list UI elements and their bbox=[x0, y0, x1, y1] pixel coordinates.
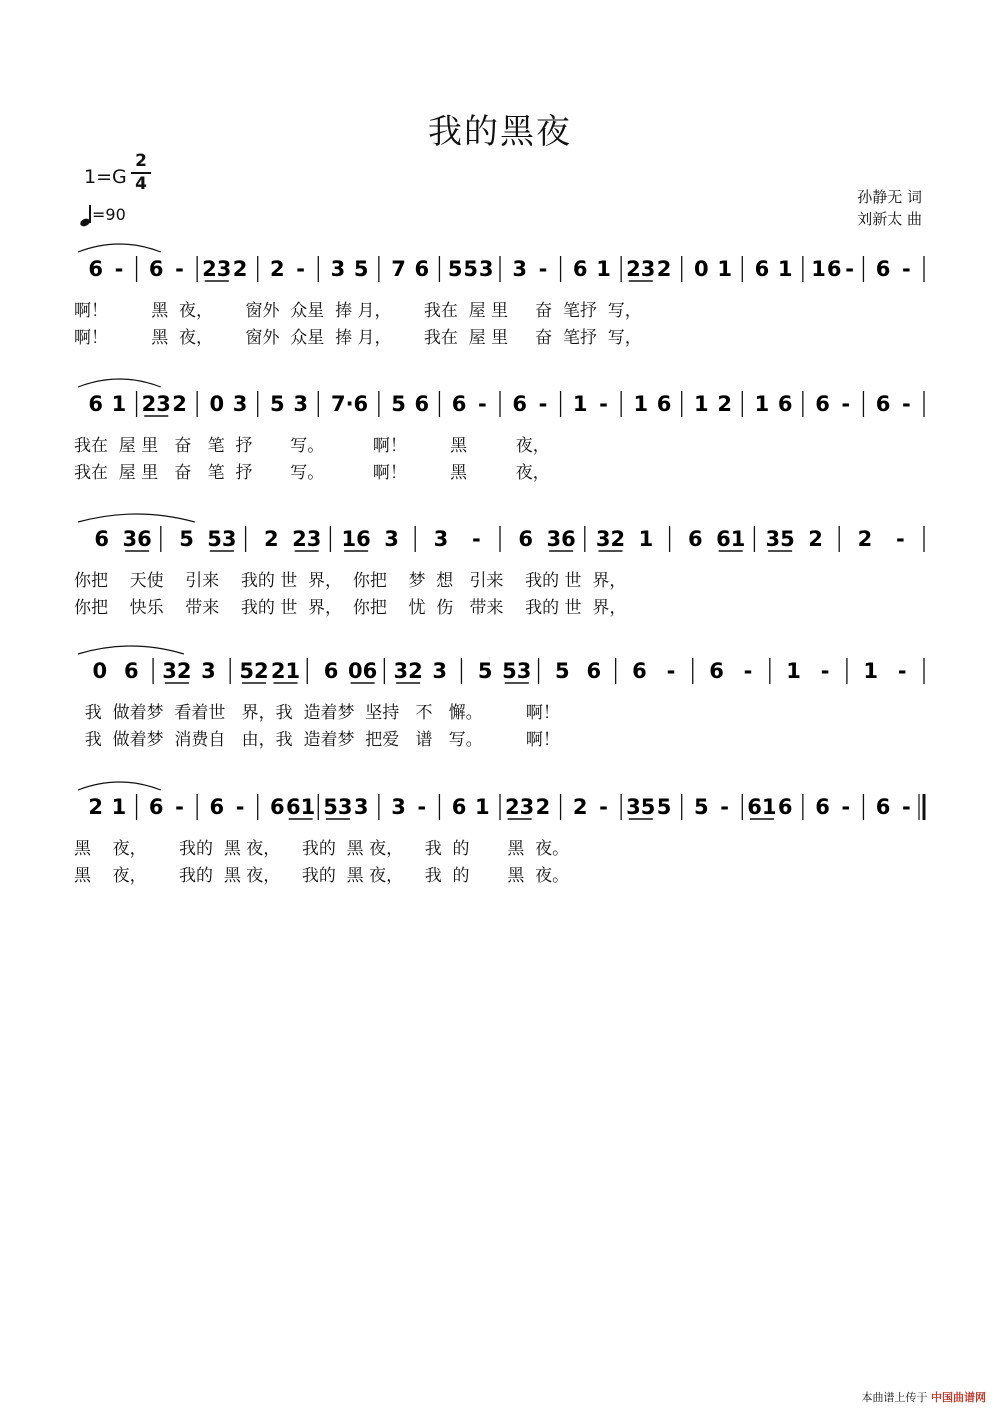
note: 53 bbox=[207, 527, 237, 551]
note: 6 bbox=[148, 795, 164, 819]
measure bbox=[323, 795, 368, 819]
note: 2 bbox=[656, 257, 672, 281]
note: - bbox=[901, 392, 911, 416]
note: 6 bbox=[518, 527, 534, 551]
note: - bbox=[743, 659, 753, 683]
note: 1 bbox=[638, 527, 654, 551]
note: 1 bbox=[596, 257, 611, 281]
note: 1 bbox=[863, 659, 878, 683]
footer-text: 本曲谱上传于 bbox=[861, 1391, 928, 1404]
note: 5 bbox=[391, 392, 406, 416]
note: 6 bbox=[826, 257, 842, 281]
note: 52 bbox=[239, 659, 269, 683]
note: 3 bbox=[353, 795, 369, 819]
note: 2 bbox=[717, 392, 732, 416]
note: - bbox=[175, 795, 184, 819]
time-signature-bottom: 4 bbox=[135, 174, 147, 194]
note: 6 bbox=[875, 257, 891, 281]
note: 36 bbox=[546, 527, 576, 551]
tempo-value: =90 bbox=[92, 205, 126, 224]
note: 0 bbox=[92, 659, 108, 683]
note: 3 bbox=[512, 257, 527, 281]
note: 53 bbox=[502, 659, 532, 683]
note: 6 bbox=[875, 795, 891, 819]
note: 6 bbox=[88, 392, 103, 416]
site-logo: 中国曲谱网 bbox=[931, 1391, 986, 1404]
lyrics-verse-1: 啊！ 黑 夜， 窗外 众星 捧 月， 我在 屋 里 奋 笔抒 写， bbox=[74, 301, 642, 321]
note: 35 bbox=[626, 795, 656, 819]
note: 5 bbox=[555, 659, 570, 683]
note: 6 bbox=[124, 659, 139, 683]
time-signature-top: 2 bbox=[135, 151, 147, 171]
note: 5 bbox=[179, 527, 194, 551]
note: 32 bbox=[162, 659, 192, 683]
note: 61 bbox=[716, 527, 746, 551]
note: 0 bbox=[694, 257, 709, 281]
footer bbox=[862, 1389, 987, 1405]
note: 3 bbox=[330, 257, 346, 281]
measure bbox=[876, 795, 911, 819]
note: 3 bbox=[232, 392, 248, 416]
note: - bbox=[471, 527, 481, 551]
note: - bbox=[897, 659, 907, 683]
measure bbox=[573, 795, 608, 819]
note: 21 bbox=[270, 659, 301, 683]
note: 16 bbox=[341, 527, 371, 551]
lyrics-verse-2: 我在 屋 里 奋 笔 抒 写。 啊！ 黑 夜， bbox=[74, 463, 550, 483]
measure bbox=[88, 795, 126, 819]
note: 6 bbox=[687, 527, 703, 551]
measure bbox=[149, 795, 184, 819]
note: 32 bbox=[393, 659, 423, 683]
note: 23 bbox=[626, 257, 656, 281]
note: 32 bbox=[595, 527, 626, 551]
measure bbox=[270, 795, 315, 819]
measure bbox=[694, 795, 729, 819]
note: 6 bbox=[815, 392, 830, 416]
note: 3 bbox=[433, 527, 449, 551]
note: 3 bbox=[293, 392, 308, 416]
lyrics-verse-1: 黑 夜， 我的 黑 夜， 我的 黑 夜， 我 的 黑 夜。 bbox=[74, 839, 570, 859]
note: 7·6 bbox=[330, 392, 369, 416]
note: 1 bbox=[717, 257, 732, 281]
measure bbox=[626, 795, 671, 819]
note: 53 bbox=[323, 795, 353, 819]
note: 1 bbox=[754, 392, 770, 416]
measure bbox=[505, 795, 550, 819]
note: - bbox=[538, 392, 548, 416]
note: 6 bbox=[451, 392, 467, 416]
lyrics-verse-1: 我在 屋 里 奋 笔 抒 写。 啊！ 黑 夜， bbox=[74, 436, 550, 456]
note: 3 bbox=[478, 257, 494, 281]
lyrics-verse-2: 黑 夜， 我的 黑 夜， 我的 黑 夜， 我 的 黑 夜。 bbox=[74, 866, 570, 886]
note: 6 bbox=[88, 257, 103, 281]
key-signature: 1=G bbox=[84, 166, 127, 188]
note: 1 bbox=[475, 795, 490, 819]
note: 1 bbox=[777, 257, 793, 281]
measure bbox=[815, 795, 850, 819]
note: 35 bbox=[765, 527, 795, 551]
note: 6 bbox=[323, 659, 339, 683]
note: - bbox=[720, 795, 730, 819]
measure bbox=[209, 795, 244, 819]
note: 5 bbox=[656, 795, 672, 819]
note: 6 bbox=[414, 392, 430, 416]
note: 3 bbox=[201, 659, 216, 683]
note: 2 bbox=[263, 527, 279, 551]
note: 1 bbox=[111, 795, 127, 819]
note: 6 bbox=[94, 527, 110, 551]
note: 6 bbox=[148, 257, 164, 281]
note: 23 bbox=[292, 527, 322, 551]
note: 2 bbox=[808, 527, 823, 551]
note: - bbox=[845, 257, 855, 281]
note: 0 bbox=[209, 392, 225, 416]
note: 23 bbox=[202, 257, 232, 281]
note: - bbox=[901, 257, 911, 281]
lyrics-verse-2: 我 做着梦 消费自 由，我 造着梦 把爱 谱 写。 啊！ bbox=[74, 730, 560, 750]
note: 5 bbox=[447, 257, 463, 281]
note: 3 bbox=[432, 659, 447, 683]
note: - bbox=[175, 257, 184, 281]
note: 1 bbox=[811, 257, 826, 281]
note: 1 bbox=[633, 392, 649, 416]
note: 61 bbox=[747, 795, 777, 819]
measure bbox=[391, 795, 426, 819]
note: - bbox=[477, 392, 487, 416]
note: 6 bbox=[754, 257, 770, 281]
note: 23 bbox=[141, 392, 171, 416]
note: 2 bbox=[88, 795, 103, 819]
note: 2 bbox=[172, 392, 187, 416]
note: 6 bbox=[586, 659, 602, 683]
note: 5 bbox=[477, 659, 493, 683]
note: - bbox=[114, 257, 124, 281]
note: 23 bbox=[505, 795, 535, 819]
note: 5 bbox=[694, 795, 709, 819]
note: - bbox=[538, 257, 548, 281]
note: 1 bbox=[111, 392, 127, 416]
note: 3 bbox=[391, 795, 406, 819]
note: - bbox=[599, 392, 608, 416]
note: 2 bbox=[857, 527, 873, 551]
note: - bbox=[296, 257, 306, 281]
note: 2 bbox=[572, 795, 588, 819]
note: 36 bbox=[122, 527, 152, 551]
measure bbox=[747, 795, 792, 819]
note: 6 bbox=[815, 795, 830, 819]
note: 6 bbox=[656, 392, 672, 416]
note: 1 bbox=[786, 659, 801, 683]
note: 6 bbox=[451, 795, 467, 819]
note: - bbox=[666, 659, 676, 683]
note: 6 bbox=[414, 257, 430, 281]
note: 6 bbox=[709, 659, 724, 683]
note: 6 bbox=[777, 795, 793, 819]
lyrics-verse-2: 啊！ 黑 夜， 窗外 众星 捧 月， 我在 屋 里 奋 笔抒 写， bbox=[74, 328, 642, 348]
song-title: 我的黑夜 bbox=[428, 112, 572, 152]
note: 3 bbox=[384, 527, 399, 551]
note: 6 bbox=[270, 795, 285, 819]
note: - bbox=[235, 795, 245, 819]
note: - bbox=[901, 795, 911, 819]
note: 2 bbox=[232, 257, 248, 281]
composer: 刘新太 曲 bbox=[857, 210, 922, 228]
note: 6 bbox=[209, 795, 225, 819]
note: 2 bbox=[535, 795, 551, 819]
note: 6 bbox=[777, 392, 793, 416]
lyricist: 孙静无 词 bbox=[857, 188, 922, 206]
lyrics-verse-1: 我 做着梦 看着世 界，我 造着梦 坚持 不 懈。 啊！ bbox=[74, 703, 560, 723]
note: 6 bbox=[632, 659, 647, 683]
note: 6 bbox=[572, 257, 588, 281]
note: 61 bbox=[286, 795, 316, 819]
note: 5 bbox=[463, 257, 479, 281]
note: 2 bbox=[270, 257, 285, 281]
measure bbox=[452, 795, 490, 819]
note: - bbox=[820, 659, 830, 683]
lyrics-verse-2: 你把 快乐 带来 我的 世 界， 你把 忧 伤 带来 我的 世 界， bbox=[74, 598, 627, 618]
note: 5 bbox=[270, 392, 285, 416]
note: 7 bbox=[391, 257, 406, 281]
note: 6 bbox=[875, 392, 891, 416]
note: 6 bbox=[512, 392, 527, 416]
note: - bbox=[841, 392, 851, 416]
slur bbox=[78, 782, 161, 790]
note: 5 bbox=[353, 257, 369, 281]
lyrics-verse-1: 你把 天使 引来 我的 世 界， 你把 梦 想 引来 我的 世 界， bbox=[74, 571, 627, 591]
note: - bbox=[895, 527, 905, 551]
note: 1 bbox=[694, 392, 709, 416]
note: 1 bbox=[572, 392, 588, 416]
note: - bbox=[841, 795, 851, 819]
note: 06 bbox=[347, 659, 378, 683]
note: - bbox=[599, 795, 608, 819]
note: - bbox=[417, 795, 427, 819]
